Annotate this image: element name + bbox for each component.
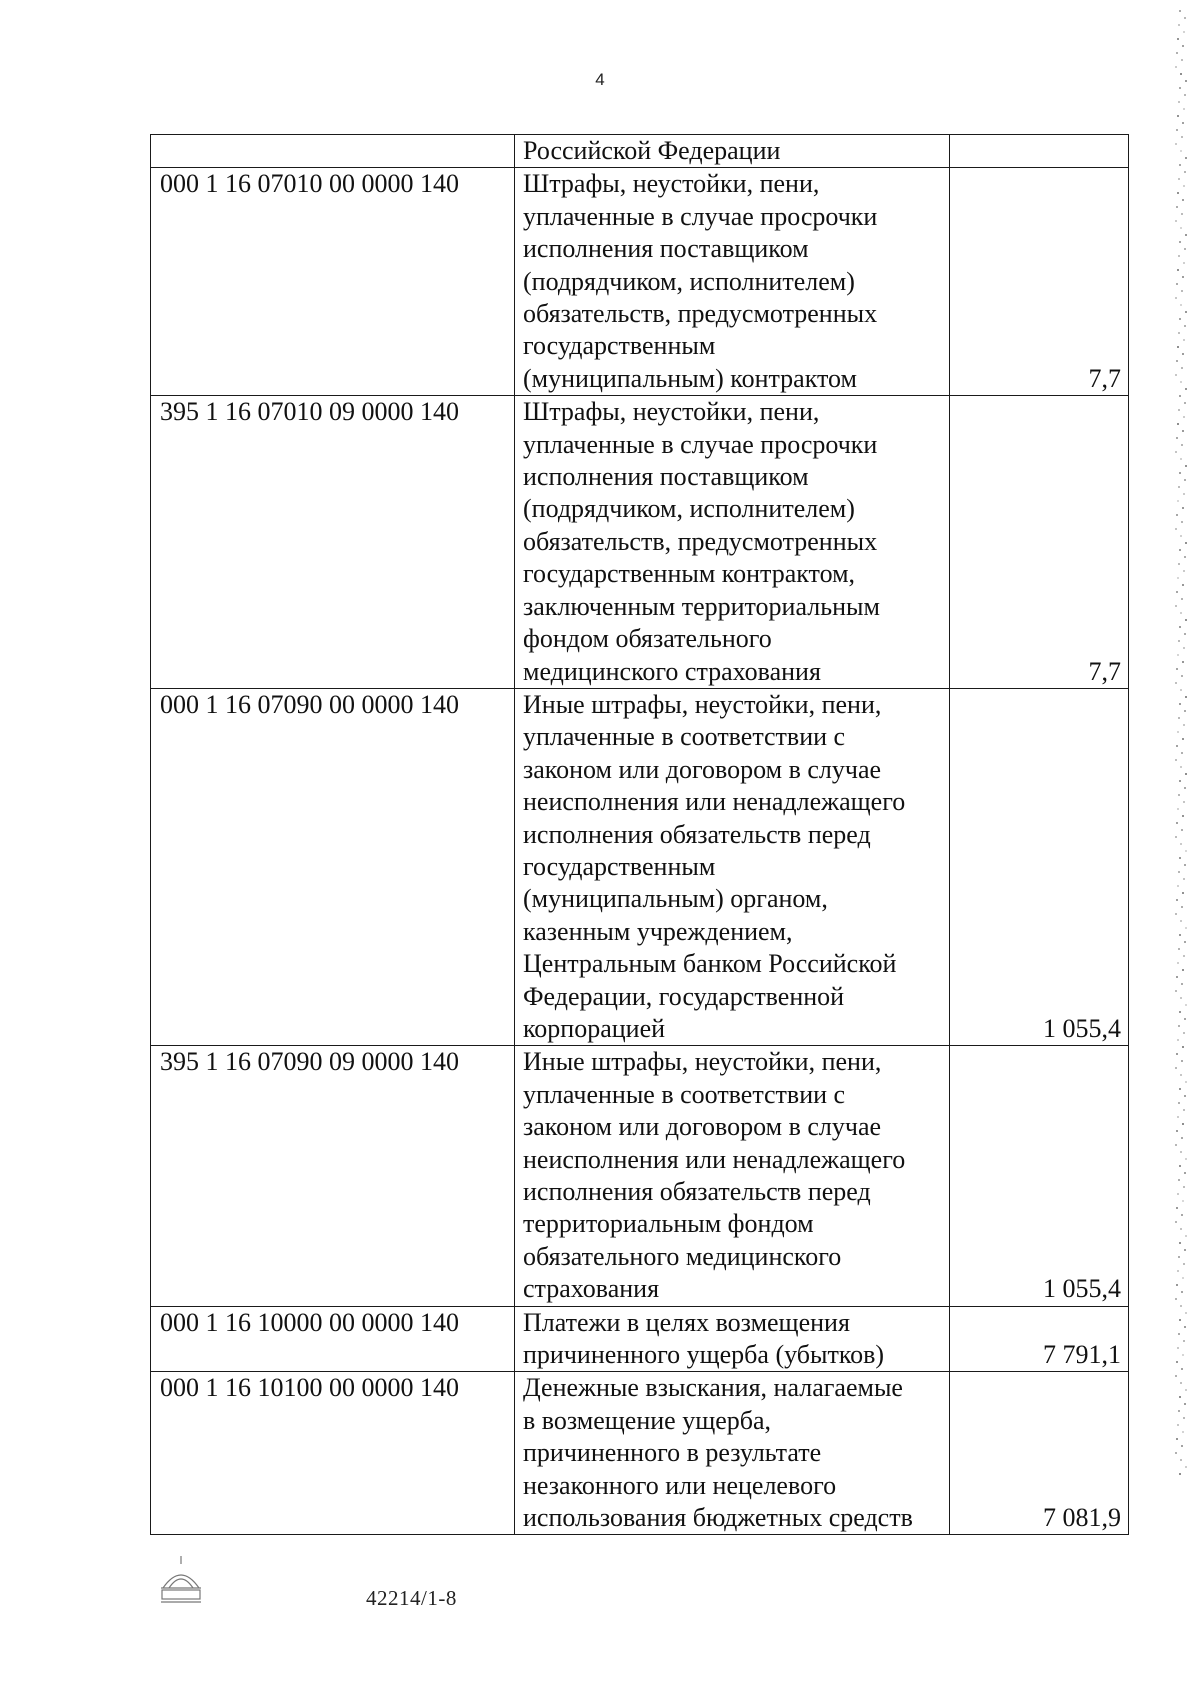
scan-speck xyxy=(1185,465,1187,467)
scan-speck xyxy=(1177,192,1179,194)
scan-speck xyxy=(1185,80,1187,82)
scan-speck xyxy=(1176,1284,1178,1286)
scan-speck xyxy=(1181,1060,1183,1062)
scan-speck xyxy=(1180,920,1182,922)
description-line: территориальным фондом xyxy=(523,1209,814,1239)
scan-speck xyxy=(1181,444,1183,446)
scan-speck xyxy=(1180,1305,1182,1307)
scan-speck xyxy=(1185,696,1187,698)
scan-speck xyxy=(1184,325,1186,327)
scan-speck xyxy=(1182,199,1184,201)
description-line: неисполнения или ненадлежащего xyxy=(523,787,906,817)
description-line: Денежные взыскания, налагаемые xyxy=(523,1373,903,1403)
scan-speck xyxy=(1185,388,1187,390)
scan-speck xyxy=(1184,94,1186,96)
description-line: исполнения поставщиком xyxy=(523,462,809,492)
description-line: медицинского страхования xyxy=(523,656,821,686)
scan-speck xyxy=(1182,584,1184,586)
scan-speck xyxy=(1179,549,1181,551)
scan-speck xyxy=(1182,507,1184,509)
description-line: Российской Федерации xyxy=(523,136,781,165)
description-cell xyxy=(515,135,950,168)
scan-speck xyxy=(1183,1340,1185,1342)
scan-speck xyxy=(1181,598,1183,600)
budget-code-cell: 000 1 16 07010 00 0000 140 xyxy=(151,168,515,396)
description-line: законом или договором в случае xyxy=(523,754,882,784)
scan-speck xyxy=(1184,556,1186,558)
document-code: 42214/1-8 xyxy=(366,1586,457,1610)
description-line: государственным контрактом, xyxy=(523,559,856,589)
amount-cell: 7,7 xyxy=(950,168,1129,396)
scan-speck xyxy=(1184,1249,1186,1251)
description-line: неисполнения или ненадлежащего xyxy=(523,1144,906,1174)
description-line: причиненного ущерба (убытков) xyxy=(523,1340,885,1370)
description-line: корпорацией xyxy=(523,1013,666,1043)
scan-speck xyxy=(1177,808,1179,810)
table-row xyxy=(151,168,1129,396)
scan-speck xyxy=(1182,353,1184,355)
scan-speck xyxy=(1185,1235,1187,1237)
description-line: уплаченные в случае просрочки xyxy=(523,201,878,231)
scan-speck xyxy=(1179,1088,1181,1090)
description-line: в возмещение ущерба, xyxy=(523,1405,772,1435)
budget-code-cell: 395 1 16 07090 09 0000 140 xyxy=(151,1046,515,1306)
scan-speck xyxy=(1183,878,1185,880)
description-cell xyxy=(515,1372,950,1535)
scan-speck xyxy=(1185,927,1187,929)
description-line: использования бюджетных средств xyxy=(523,1503,913,1533)
description-line: Центральным банком Российской xyxy=(523,949,897,979)
table-row xyxy=(151,688,1129,1045)
scan-speck xyxy=(1175,1144,1177,1146)
scan-speck xyxy=(1179,857,1181,859)
scan-speck xyxy=(1176,1053,1178,1055)
description-line: законом или договором в случае xyxy=(523,1112,882,1142)
description-line: Штрафы, неустойки, пени, xyxy=(523,169,820,199)
scan-speck xyxy=(1181,675,1183,677)
scan-speck xyxy=(1177,885,1179,887)
description-line: (муниципальным) органом, xyxy=(523,884,828,914)
scan-speck xyxy=(1185,311,1187,313)
scan-speck xyxy=(1175,220,1177,222)
scan-speck xyxy=(1177,1424,1179,1426)
description-line: уплаченные в случае просрочки xyxy=(523,429,878,459)
scan-speck xyxy=(1175,297,1177,299)
scan-speck xyxy=(1178,948,1180,950)
scan-speck xyxy=(1181,1291,1183,1293)
scan-speck xyxy=(1182,122,1184,124)
scan-speck xyxy=(1177,346,1179,348)
scan-speck xyxy=(1185,773,1187,775)
scan-speck xyxy=(1184,1018,1186,1020)
scan-speck xyxy=(1178,1179,1180,1181)
scan-speck xyxy=(1182,815,1184,817)
scan-speck xyxy=(1175,528,1177,530)
description-cell xyxy=(515,396,950,689)
scan-speck xyxy=(1182,1354,1184,1356)
scan-speck xyxy=(1175,451,1177,453)
scan-speck xyxy=(1175,1452,1177,1454)
scan-speck xyxy=(1176,129,1178,131)
description-line: уплаченные в соответствии с xyxy=(523,722,846,752)
scan-speck xyxy=(1179,703,1181,705)
scan-speck xyxy=(1185,1158,1187,1160)
scan-speck xyxy=(1175,759,1177,761)
scan-speck xyxy=(1177,1270,1179,1272)
scan-speck xyxy=(1175,1067,1177,1069)
scan-speck xyxy=(1179,395,1181,397)
scan-speck xyxy=(1178,563,1180,565)
scan-speck xyxy=(1182,738,1184,740)
scan-speck xyxy=(1181,1137,1183,1139)
description-line: Платежи в целях возмещения xyxy=(523,1307,850,1337)
scan-speck xyxy=(1179,1011,1181,1013)
scan-speck xyxy=(1180,381,1182,383)
scan-speck xyxy=(1183,339,1185,341)
scan-speck xyxy=(1183,724,1185,726)
scan-speck xyxy=(1178,101,1180,103)
scan-speck xyxy=(1184,17,1186,19)
scan-speck xyxy=(1179,10,1181,12)
scan-speck xyxy=(1184,710,1186,712)
scan-speck xyxy=(1181,983,1183,985)
scan-speck xyxy=(1176,745,1178,747)
scan-edge-artifact xyxy=(1175,0,1189,1695)
description-cell xyxy=(515,1046,950,1306)
scan-speck xyxy=(1175,1375,1177,1377)
scan-speck xyxy=(1184,864,1186,866)
scan-speck xyxy=(1177,577,1179,579)
scan-speck xyxy=(1184,1172,1186,1174)
scan-speck xyxy=(1183,1109,1185,1111)
description-line: причиненного в результате xyxy=(523,1438,822,1468)
description-line: исполнения обязательств перед xyxy=(523,819,871,849)
description-line: исполнения обязательств перед xyxy=(523,1177,871,1206)
scan-speck xyxy=(1181,829,1183,831)
description-line: государственным xyxy=(523,851,716,881)
scan-speck xyxy=(1175,836,1177,838)
description-line: обязательств, предусмотренных xyxy=(523,299,878,329)
scan-speck xyxy=(1177,654,1179,656)
amount-cell: 1 055,4 xyxy=(950,688,1129,1045)
scan-speck xyxy=(1184,787,1186,789)
scan-speck xyxy=(1176,206,1178,208)
scan-speck xyxy=(1181,290,1183,292)
scan-speck xyxy=(1176,591,1178,593)
scan-speck xyxy=(1177,115,1179,117)
description-line: исполнения поставщиком xyxy=(523,234,809,264)
description-line: обязательств, предусмотренных xyxy=(523,526,878,556)
scan-speck xyxy=(1183,1417,1185,1419)
scan-speck xyxy=(1179,780,1181,782)
description-line: государственным xyxy=(523,331,716,361)
scan-speck xyxy=(1180,227,1182,229)
scan-speck xyxy=(1178,24,1180,26)
table-row xyxy=(151,1306,1129,1372)
scan-speck xyxy=(1179,1165,1181,1167)
description-line: уплаченные в соответствии с xyxy=(523,1079,846,1109)
scan-speck xyxy=(1179,87,1181,89)
scan-speck xyxy=(1176,1438,1178,1440)
scan-speck xyxy=(1180,612,1182,614)
scan-speck xyxy=(1176,437,1178,439)
scan-speck xyxy=(1182,892,1184,894)
scan-speck xyxy=(1177,269,1179,271)
scan-speck xyxy=(1175,913,1177,915)
scan-speck xyxy=(1183,416,1185,418)
scan-speck xyxy=(1185,542,1187,544)
scan-speck xyxy=(1184,1326,1186,1328)
table-row xyxy=(151,396,1129,689)
scan-speck xyxy=(1180,1228,1182,1230)
amount-cell xyxy=(950,135,1129,168)
scan-speck xyxy=(1181,752,1183,754)
scan-speck xyxy=(1178,871,1180,873)
scan-speck xyxy=(1180,150,1182,152)
scan-speck xyxy=(1175,1221,1177,1223)
description-line: страхования xyxy=(523,1274,660,1304)
scan-speck xyxy=(1181,367,1183,369)
scan-speck xyxy=(1176,668,1178,670)
print-house-logo-icon xyxy=(155,1548,207,1610)
description-line: казенным учреждением, xyxy=(523,916,793,946)
scan-speck xyxy=(1177,1193,1179,1195)
scan-speck xyxy=(1179,626,1181,628)
scan-speck xyxy=(1181,136,1183,138)
scan-speck xyxy=(1180,689,1182,691)
table-row xyxy=(151,135,1129,168)
scan-speck xyxy=(1178,409,1180,411)
scan-speck xyxy=(1185,1081,1187,1083)
scan-speck xyxy=(1179,1396,1181,1398)
description-line: незаконного или нецелевого xyxy=(523,1470,837,1500)
budget-code-cell: 000 1 16 10100 00 0000 140 xyxy=(151,1372,515,1535)
scan-speck xyxy=(1180,73,1182,75)
scan-speck xyxy=(1183,801,1185,803)
scan-speck xyxy=(1183,31,1185,33)
scan-speck xyxy=(1180,997,1182,999)
description-line: Штрафы, неустойки, пени, xyxy=(523,397,820,427)
scan-speck xyxy=(1183,108,1185,110)
scan-speck xyxy=(1176,283,1178,285)
scan-speck xyxy=(1183,955,1185,957)
scan-speck xyxy=(1182,661,1184,663)
scan-speck xyxy=(1182,1431,1184,1433)
scan-speck xyxy=(1181,213,1183,215)
scan-speck xyxy=(1185,1312,1187,1314)
scan-speck xyxy=(1183,493,1185,495)
scan-speck xyxy=(1185,1466,1187,1468)
scan-speck xyxy=(1183,262,1185,264)
scan-speck xyxy=(1179,472,1181,474)
budget-code-cell: 395 1 16 07010 09 0000 140 xyxy=(151,396,515,689)
scan-speck xyxy=(1181,1214,1183,1216)
scan-speck xyxy=(1184,941,1186,943)
description-line: заключенным территориальным xyxy=(523,591,880,621)
scan-speck xyxy=(1182,1123,1184,1125)
scan-speck xyxy=(1178,717,1180,719)
scan-speck xyxy=(1185,234,1187,236)
scan-speck xyxy=(1182,276,1184,278)
scan-speck xyxy=(1175,1298,1177,1300)
scan-speck xyxy=(1178,1410,1180,1412)
budget-code-cell xyxy=(151,135,515,168)
description-line: обязательного медицинского xyxy=(523,1241,842,1271)
scan-speck xyxy=(1184,1403,1186,1405)
scan-speck xyxy=(1183,1186,1185,1188)
scan-speck xyxy=(1175,374,1177,376)
scan-speck xyxy=(1180,535,1182,537)
scan-speck xyxy=(1176,360,1178,362)
budget-code-cell: 000 1 16 10000 00 0000 140 xyxy=(151,1306,515,1372)
scan-speck xyxy=(1181,521,1183,523)
scan-speck xyxy=(1176,976,1178,978)
scan-speck xyxy=(1180,1074,1182,1076)
scan-speck xyxy=(1180,843,1182,845)
scan-speck xyxy=(1181,59,1183,61)
scan-speck xyxy=(1179,934,1181,936)
scan-speck xyxy=(1178,178,1180,180)
scan-speck xyxy=(1182,969,1184,971)
scan-speck xyxy=(1180,1151,1182,1153)
scan-speck xyxy=(1178,1102,1180,1104)
scan-speck xyxy=(1178,255,1180,257)
scan-speck xyxy=(1180,304,1182,306)
amount-cell: 7 791,1 xyxy=(950,1306,1129,1372)
scan-speck xyxy=(1179,164,1181,166)
scan-speck xyxy=(1176,1207,1178,1209)
scan-speck xyxy=(1177,423,1179,425)
description-line: Федерации, государственной xyxy=(523,981,845,1011)
scan-speck xyxy=(1183,1032,1185,1034)
scan-speck xyxy=(1176,822,1178,824)
scan-speck xyxy=(1177,1039,1179,1041)
scan-speck xyxy=(1179,318,1181,320)
scan-speck xyxy=(1177,731,1179,733)
scan-speck xyxy=(1185,850,1187,852)
scan-speck xyxy=(1184,633,1186,635)
scan-speck xyxy=(1177,500,1179,502)
page-number: 4 xyxy=(595,70,605,89)
scan-speck xyxy=(1175,682,1177,684)
scan-speck xyxy=(1183,570,1185,572)
scan-speck xyxy=(1176,52,1178,54)
scan-speck xyxy=(1182,430,1184,432)
amount-cell: 7,7 xyxy=(950,396,1129,689)
scan-speck xyxy=(1177,1347,1179,1349)
scan-speck xyxy=(1181,1368,1183,1370)
scan-speck xyxy=(1178,1025,1180,1027)
scan-speck xyxy=(1184,479,1186,481)
table-row xyxy=(151,1046,1129,1306)
scan-speck xyxy=(1178,332,1180,334)
scan-speck xyxy=(1182,1046,1184,1048)
scan-speck xyxy=(1175,605,1177,607)
description-line: (муниципальным) контрактом xyxy=(523,363,857,393)
scan-speck xyxy=(1184,171,1186,173)
scan-speck xyxy=(1185,619,1187,621)
amount-cell: 7 081,9 xyxy=(950,1372,1129,1535)
scan-speck xyxy=(1182,45,1184,47)
scan-speck xyxy=(1184,402,1186,404)
scan-speck xyxy=(1180,458,1182,460)
scan-speck xyxy=(1179,1319,1181,1321)
scan-speck xyxy=(1180,1382,1182,1384)
scan-speck xyxy=(1185,1004,1187,1006)
scan-speck xyxy=(1178,1333,1180,1335)
scan-speck xyxy=(1184,1095,1186,1097)
scan-speck xyxy=(1175,990,1177,992)
scan-speck xyxy=(1181,1445,1183,1447)
scan-speck xyxy=(1178,640,1180,642)
description-cell xyxy=(515,1306,950,1372)
scan-speck xyxy=(1179,241,1181,243)
scan-speck xyxy=(1181,906,1183,908)
description-line: (подрядчиком, исполнителем) xyxy=(523,266,855,296)
scan-speck xyxy=(1177,1116,1179,1118)
budget-code-cell: 000 1 16 07090 00 0000 140 xyxy=(151,688,515,1045)
scan-speck xyxy=(1184,248,1186,250)
scan-speck xyxy=(1180,766,1182,768)
description-line: (подрядчиком, исполнителем) xyxy=(523,494,855,524)
scan-speck xyxy=(1183,185,1185,187)
scan-speck xyxy=(1185,1389,1187,1391)
scan-speck xyxy=(1175,143,1177,145)
scan-speck xyxy=(1177,962,1179,964)
amount-cell: 1 055,4 xyxy=(950,1046,1129,1306)
description-line: фондом обязательного xyxy=(523,624,772,654)
scan-speck xyxy=(1176,1361,1178,1363)
scan-speck xyxy=(1182,1277,1184,1279)
description-cell xyxy=(515,688,950,1045)
description-line: Иные штрафы, неустойки, пени, xyxy=(523,1047,882,1077)
scan-speck xyxy=(1179,1473,1181,1475)
scan-speck xyxy=(1178,794,1180,796)
scan-speck xyxy=(1178,486,1180,488)
table-row xyxy=(151,1372,1129,1535)
scan-speck xyxy=(1177,38,1179,40)
scan-speck xyxy=(1176,899,1178,901)
scan-speck xyxy=(1179,1242,1181,1244)
description-cell xyxy=(515,168,950,396)
scan-speck xyxy=(1185,157,1187,159)
scan-speck xyxy=(1180,1459,1182,1461)
budget-table xyxy=(150,134,1129,1535)
scan-speck xyxy=(1182,1200,1184,1202)
description-line: Иные штрафы, неустойки, пени, xyxy=(523,689,882,719)
scan-speck xyxy=(1178,1256,1180,1258)
scan-speck xyxy=(1183,647,1185,649)
scan-speck xyxy=(1175,66,1177,68)
scan-speck xyxy=(1183,1263,1185,1265)
scan-speck xyxy=(1176,514,1178,516)
scan-speck xyxy=(1176,1130,1178,1132)
